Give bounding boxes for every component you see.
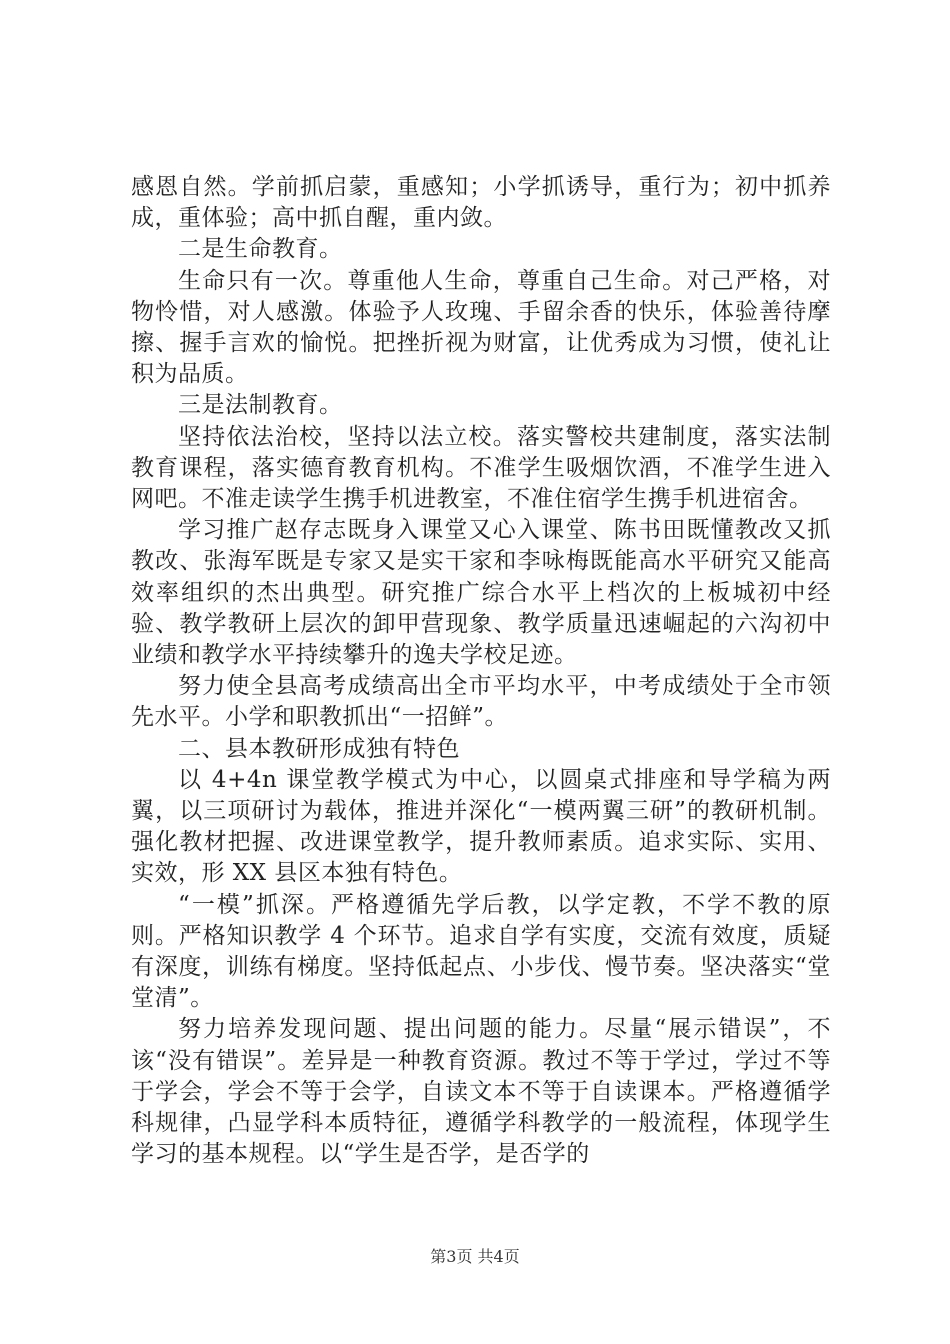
paragraph: 努力培养发现问题、提出问题的能力。尽量“展示错误”，不该“没有错误”。差异是一种教育资源。教过不等于学过，学过不等于学会，学会不等于会学，自读文本不等于自读课本。严格遵循学科规律，凸显学科本质特征，遵循学科教学的一般流程，体现学生学习的基本规程。以“学生是否学，是否学的: [131, 1016, 831, 1168]
paragraph: 努力使全县高考成绩高出全市平均水平，中考成绩处于全市领先水平。小学和职教抓出“一招鲜”。: [131, 673, 831, 731]
paragraph: 以 4+4n 课堂教学模式为中心，以圆桌式排座和导学稿为两翼，以三项研讨为载体，推进并深化“一模两翼三研”的教研机制。强化教材把握、改进课堂教学，提升教师素质。追求实际、实用、实效，形 XX 县区本独有特色。: [131, 766, 831, 887]
paragraph: 二是生命教育。: [178, 236, 343, 263]
paragraph: 生命只有一次。尊重他人生命，尊重自己生命。对己严格，对物怜惜，对人感激。体验予人玫瑰、手留余香的快乐，体验善待摩擦、握手言欢的愉悦。把挫折视为财富，让优秀成为习惯，使礼让积为品质。: [131, 267, 831, 388]
page-footer: 第3页 共4页: [430, 1247, 520, 1266]
paragraph: 坚持依法治校，坚持以法立校。落实警校共建制度，落实法制教育课程，落实德育教育机构。不准学生吸烟饮酒，不准学生进入网吧。不准走读学生携手机进教室，不准住宿学生携手机进宿舍。: [131, 423, 831, 513]
paragraph: “一模”抓深。严格遵循先学后教，以学定教，不学不教的原则。严格知识教学 4 个环节。追求自学有实度，交流有效度，质疑有深度，训练有梯度。坚持低起点、小步伐、慢节奏。坚决落实“堂堂清”。: [131, 891, 831, 1012]
document-body: [131, 172, 831, 1171]
paragraph: 学习推广赵存志既身入课堂又心入课堂、陈书田既懂教改又抓教改、张海军既是专家又是实干家和李咏梅既能高水平研究又能高效率组织的杰出典型。研究推广综合水平上档次的上板城初中经验、教学教研上层次的卸甲营现象、教学质量迅速崛起的六沟初中业绩和教学水平持续攀升的逸夫学校足迹。: [131, 517, 831, 669]
paragraph: 感恩自然。学前抓启蒙，重感知；小学抓诱导，重行为；初中抓养成，重体验；高中抓自醒，重内敛。: [131, 174, 831, 232]
paragraph: 二、县本教研形成独有特色: [178, 735, 460, 762]
paragraph: 三是法制教育。: [178, 392, 343, 419]
